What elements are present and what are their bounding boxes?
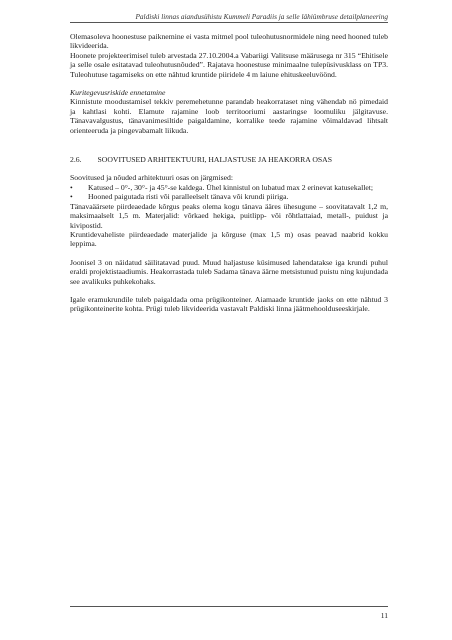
section-number: 2.6.	[70, 155, 82, 165]
section-heading	[70, 155, 388, 164]
page-content	[70, 32, 388, 314]
running-header: Paldiski linnas aiandusühistu Kummeli Paradiis ja selle lähiümbruse detailplaneering	[135, 12, 388, 21]
page-number: 11	[380, 611, 388, 620]
bullet-icon: •	[70, 192, 73, 202]
bullet-icon: •	[70, 182, 73, 192]
paragraph-street-fences: Tänavaäärsete piirdeaedade kõrgus peaks olema kogu tänava ääres ühesugune – soovitatavalt 1,2 m, maksimaalselt 1,5 m. Materjalid: võrkaed hekiga, puitlipp- või rõhtlattaiad, metall-, puidust ja kivipostid.	[70, 201, 388, 230]
bullet-text: Katused – 0°-, 30°- ja 45°-se kaldega. Ühel kinnistul on lubatud max 2 erinevat katusekallet;	[88, 182, 374, 192]
paragraph-crime-prevention: Kinnistute moodustamisel tekkiv peremehetunne parandab heakorrataset ning vähendab nö pimedaid ja kahtlasi kohti. Elamute rajamine loob territooriumi aastaringse loomuliku jälgitavuse. Tänavavalgustus, tänavanimesiltide paigaldamine, korralike teede rajamine võimaldavad lihtsalt orienteeruda ja pingevabamalt liikuda.	[70, 97, 388, 135]
bullet-item-roofs	[70, 183, 388, 192]
footer-rule	[70, 606, 388, 607]
paragraph-boundary-fences: Kruntidevaheliste piirdeaedade materjalide ja kõrguse (max 1,5 m) osas peavad naabrid kokku leppima.	[70, 229, 388, 249]
bullet-item-placement	[70, 192, 388, 201]
paragraph-fire-regulation: Hoonete projekteerimisel tuleb arvestada 27.10.2004.a Vabariigi Valitsuse määrusega nr 315 “Ehitisele ja selle osale esitatavad tuleohutusnõuded”. Rajatava hoonestuse minimaalne tulepüsivusklass on TP3. Tuleohutuse tagamiseks on ette nähtud kruntide piiridele 4 m laiune ehituskeeluvöönd.	[70, 50, 388, 79]
paragraph-waste: Igale eramukrundile tuleb paigaldada oma prügikonteiner. Aiamaade kruntide jaoks on ette nähtud 3 prügikonteinerite kohta. Prügi tuleb likvideerida vastavalt Paldiski linna jäätmehoolduseeskirjale.	[70, 294, 388, 314]
bullet-text: Hooned paigutada risti või paralleelselt tänava või krundi piiriga.	[88, 192, 289, 202]
architecture-intro: Soovitused ja nõuded arhitektuuri osas on järgmised:	[70, 173, 233, 183]
section-title: SOOVITUSED ARHITEKTUURI, HALJASTUSE JA HEAKORRA OSAS	[97, 155, 333, 165]
paragraph-fire-buildings: Olemasoleva hoonestuse paiknemine ei vasta mitmel pool tuleohutusnormidele ning need hooned tuleb likvideerida.	[70, 32, 388, 51]
paragraph-greenery: Joonisel 3 on näidatud säilitatavad puud. Muud haljastuse küsimused lahendatakse iga krundi puhul eraldi projektistaadiumis. Heakorrastada tuleb Sadama tänava äärne metsistunud puistu ning kujundada see avalikuks puhkekohaks.	[70, 257, 388, 286]
header-rule	[70, 22, 388, 23]
crime-prevention-heading: Kuritegevusriskide ennetamine	[70, 88, 166, 98]
